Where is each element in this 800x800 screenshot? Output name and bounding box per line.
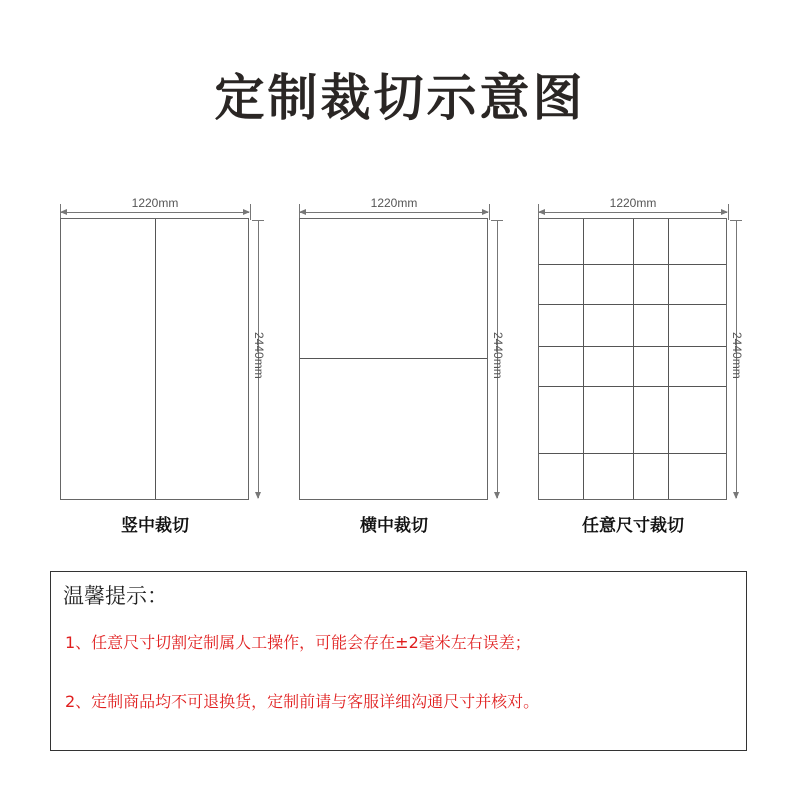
grid-vertical-line [668, 219, 669, 499]
grid-horizontal-line [539, 264, 726, 265]
notice-box [50, 571, 747, 751]
grid-horizontal-line [539, 453, 726, 454]
width-label: 1220mm [131, 196, 179, 210]
dim-tick-right [728, 204, 729, 220]
board-panel [60, 218, 249, 500]
vertical-cut-line [155, 219, 156, 499]
notice-item-1: 1、任意尺寸切割定制属人工操作，可能会存在±2毫米左右误差； [65, 633, 531, 652]
board-panel [299, 218, 488, 500]
grid-horizontal-line [539, 346, 726, 347]
dim-tick-right [250, 204, 251, 220]
grid-horizontal-line [539, 304, 726, 305]
width-label: 1220mm [370, 196, 418, 210]
grid-vertical-line [633, 219, 634, 499]
height-label: 2440mm [730, 332, 744, 379]
caption-horizontal-cut: 横中裁切 [360, 516, 428, 536]
caption-custom-cut: 任意尺寸裁切 [582, 516, 684, 536]
width-dimension-arrow [300, 212, 488, 213]
width-dimension-arrow [539, 212, 727, 213]
notice-title: 温馨提示： [63, 584, 168, 608]
horizontal-cut-line [300, 358, 487, 359]
height-label: 2440mm [491, 332, 505, 379]
notice-item-2: 2、定制商品均不可退换货，定制前请与客服详细沟通尺寸并核对。 [65, 692, 540, 711]
caption-vertical-cut: 竖中裁切 [121, 516, 189, 536]
grid-vertical-line [583, 219, 584, 499]
height-label: 2440mm [252, 332, 266, 379]
width-label: 1220mm [609, 196, 657, 210]
page-title: 定制裁切示意图 [214, 69, 586, 127]
grid-horizontal-line [539, 386, 726, 387]
board-panel [538, 218, 727, 500]
dim-tick-right [489, 204, 490, 220]
width-dimension-arrow [61, 212, 249, 213]
